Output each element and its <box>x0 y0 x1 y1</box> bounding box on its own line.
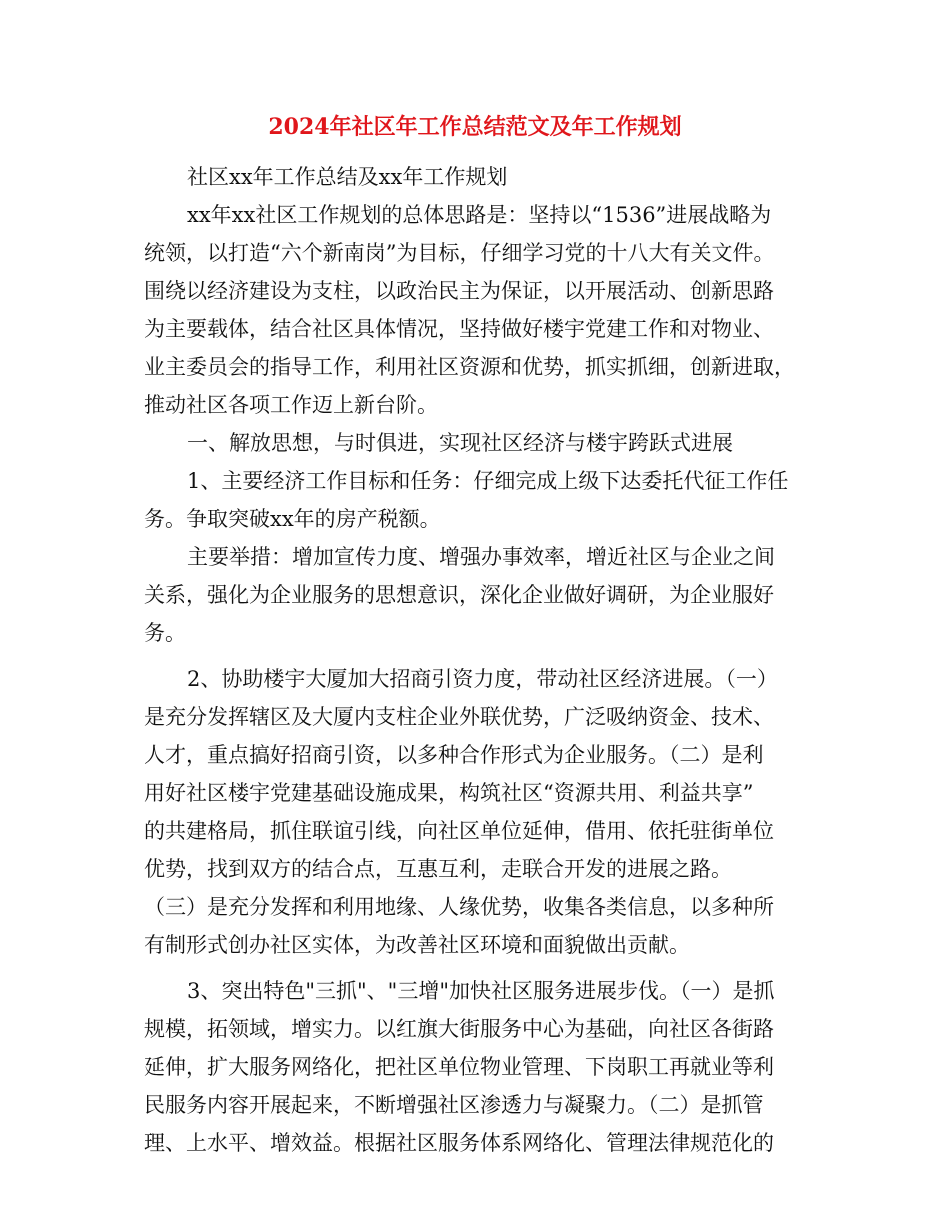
document-body <box>144 158 804 1162</box>
paragraph-line: 务。争取突破xx年的房产税额。 <box>144 507 441 531</box>
paragraph-line: 人才，重点搞好招商引资，以多种合作形式为企业服务。（二）是利 <box>144 743 764 767</box>
paragraph-line: 延伸，扩大服务网络化，把社区单位物业管理、下岗职工再就业等利 <box>144 1055 774 1079</box>
subtitle-line: 社区xx年工作总结及xx年工作规划 <box>187 165 508 189</box>
paragraph-line: 推动社区各项工作迈上新台阶。 <box>144 393 438 417</box>
section-heading: 一、解放思想，与时俱进，实现社区经济与楼宇跨跃式进展 <box>187 431 733 455</box>
paragraph-line: 的共建格局，抓住联谊引线，向社区单位延伸，借用、依托驻街单位 <box>144 819 774 843</box>
paragraph-line: （三）是充分发挥和利用地缘、人缘优势，收集各类信息，以多种所 <box>144 895 774 919</box>
paragraph-line: 统领，以打造“六个新南岗”为目标，仔细学习党的十八大有关文件。 <box>144 241 775 265</box>
paragraph-line: 2、协助楼宇大厦加大招商引资力度，带动社区经济进展。（一） <box>187 667 778 691</box>
paragraph-line: 务。 <box>144 621 186 645</box>
document-title: 2024年社区年工作总结范文及年工作规划 <box>268 114 682 140</box>
paragraph-line: 用好社区楼宇党建基础设施成果，构筑社区“资源共用、利益共享” <box>144 781 754 805</box>
paragraph-line: 业主委员会的指导工作，利用社区资源和优势，抓实抓细，创新进取， <box>144 355 795 379</box>
paragraph-line: 优势，找到双方的结合点，互惠互利，走联合开发的进展之路。 <box>144 857 732 881</box>
paragraph-line: 有制形式创办社区实体，为改善社区环境和面貌做出贡献。 <box>144 933 690 957</box>
paragraph-line: 1、主要经济工作目标和任务：仔细完成上级下达委托代征工作任 <box>187 469 789 493</box>
paragraph-line: 为主要载体，结合社区具体情况，坚持做好楼宇党建工作和对物业、 <box>144 317 774 341</box>
paragraph-line: 理、上水平、增效益。根据社区服务体系网络化、管理法律规范化的 <box>144 1131 774 1155</box>
paragraph-line: 规模，拓领域，增实力。以红旗大街服务中心为基础，向社区各街路 <box>144 1017 774 1041</box>
paragraph-gap <box>144 652 804 660</box>
paragraph-line: 3、突出特色"三抓"、"三增"加快社区服务进展步伐。（一）是抓 <box>187 979 775 1003</box>
paragraph-line: 围绕以经济建设为支柱，以政治民主为保证，以开展活动、创新思路 <box>144 279 774 303</box>
paragraph-line: xx年xx社区工作规划的总体思路是：坚持以“1536”进展战略为 <box>187 203 772 227</box>
paragraph-line: 主要举措：增加宣传力度、增强办事效率，增近社区与企业之间 <box>187 545 775 569</box>
paragraph-gap <box>144 964 804 972</box>
paragraph-line: 关系，强化为企业服务的思想意识，深化企业做好调研，为企业服好 <box>144 583 774 607</box>
paragraph-line: 民服务内容开展起来，不断增强社区渗透力与凝聚力。（二）是抓管 <box>144 1093 764 1117</box>
paragraph-line: 是充分发挥辖区及大厦内支柱企业外联优势，广泛吸纳资金、技术、 <box>144 705 774 729</box>
